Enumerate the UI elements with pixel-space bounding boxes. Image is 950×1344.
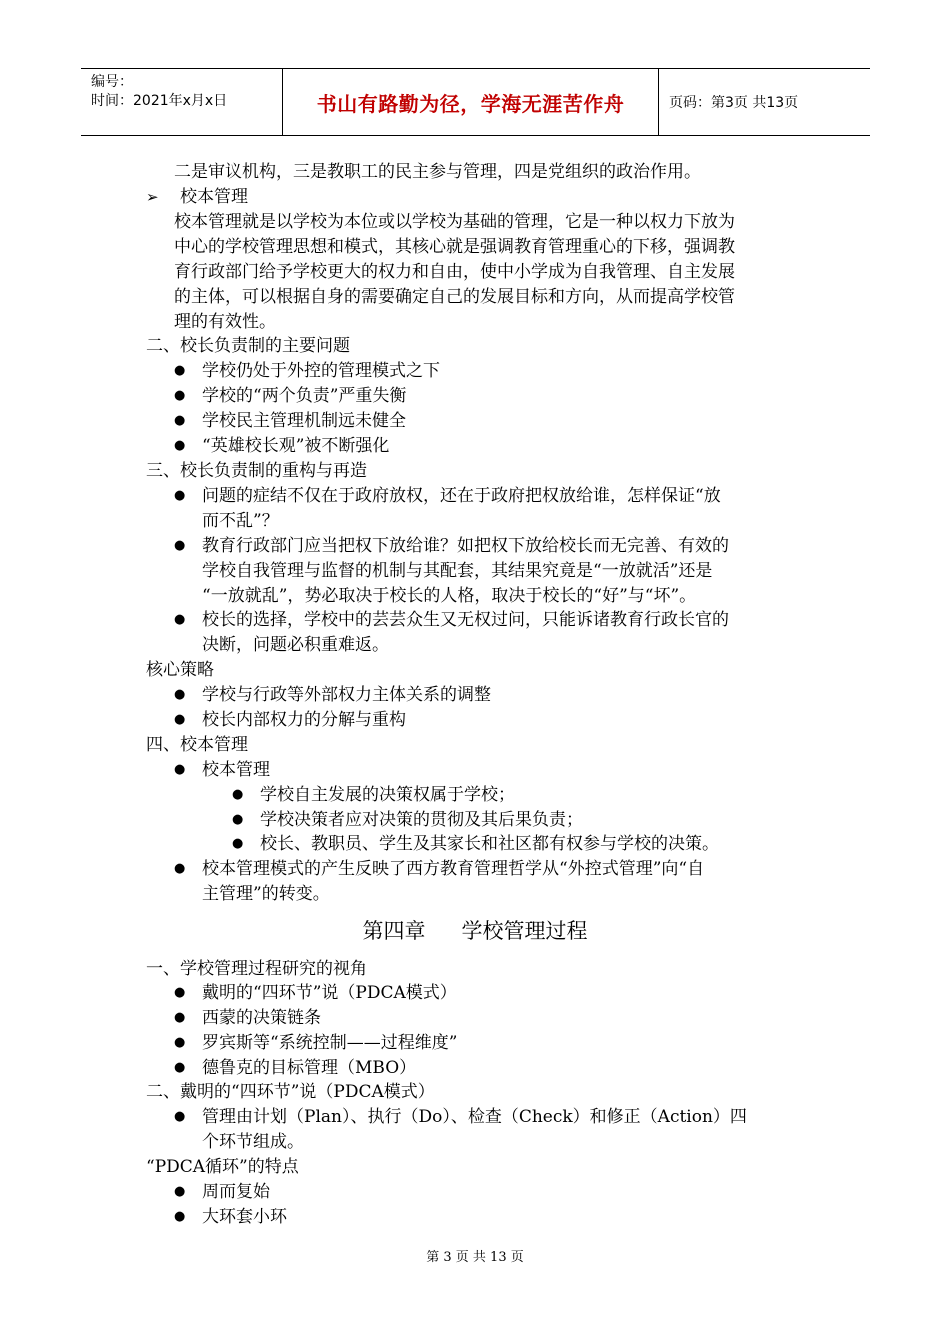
list-item-continued: 决断，问题必积重难返。: [202, 635, 389, 655]
paragraph-line: 校本管理就是以学校为本位或以学校为基础的管理，它是一种以权力下放为: [174, 212, 735, 232]
list-item: 大环套小环: [202, 1207, 287, 1227]
list-item-continued: 而不乱”？: [202, 511, 279, 531]
bullet-icon: ●: [174, 1109, 186, 1124]
bullet-icon: ●: [232, 812, 244, 827]
header-page-info: 页码：第3页 共13页: [669, 95, 799, 111]
bullet-icon: ●: [174, 712, 186, 727]
text-line: 二是审议机构，三是教职工的民主参与管理，四是党组织的政治作用。: [174, 162, 701, 182]
list-item-continued: “一放就乱”，势必取决于校长的人格，取决于校长的“好”与“坏”。: [202, 586, 697, 606]
list-item: “英雄校长观”被不断强化: [202, 436, 390, 456]
list-item: 罗宾斯等“系统控制——过程维度”: [202, 1033, 458, 1053]
list-item: 学校与行政等外部权力主体关系的调整: [202, 685, 491, 705]
list-item: 学校的“两个负责”严重失衡: [202, 386, 407, 406]
paragraph-line: 育行政部门给予学校更大的权力和自由，使中小学成为自我管理、自主发展: [174, 262, 735, 282]
chapter-heading: [0, 916, 950, 946]
bullet-icon: ●: [174, 1184, 186, 1199]
section-heading: 三、校长负责制的重构与再造: [146, 461, 367, 481]
section-heading: 一、学校管理过程研究的视角: [146, 959, 367, 979]
page-footer: 第 3 页 共 13 页: [426, 1250, 524, 1265]
list-item: 问题的症结不仅在于政府放权，还在于政府把权放给谁，怎样保证“放: [202, 486, 721, 506]
bullet-icon: ●: [174, 612, 186, 627]
header-meta: [81, 69, 283, 135]
bullet-icon: ●: [174, 861, 186, 876]
list-item: 管理由计划（Plan）、执行（Do）、检查（Check）和修正（Action）四: [202, 1107, 747, 1127]
list-item: 学校仍处于外控的管理模式之下: [202, 361, 440, 381]
bullet-icon: ●: [174, 438, 186, 453]
list-item: 学校民主管理机制远未健全: [202, 411, 406, 431]
paragraph-line: 的主体，可以根据自身的需要确定自己的发展目标和方向，从而提高学校管: [174, 287, 735, 307]
chapter-title: 学校管理过程: [461, 919, 588, 943]
list-item: 校长内部权力的分解与重构: [202, 710, 406, 730]
list-item: 教育行政部门应当把权下放给谁？如把权下放给校长而无完善、有效的: [202, 536, 729, 556]
page-header: [81, 68, 870, 136]
arrow-bullet-icon: ➢: [146, 188, 159, 206]
section-heading: 二、校长负责制的主要问题: [146, 336, 350, 356]
bullet-icon: ●: [174, 363, 186, 378]
list-item: 校本管理: [202, 760, 270, 780]
list-item: 戴明的“四环节”说（PDCA模式）: [202, 983, 457, 1003]
sub-list-item: 学校决策者应对决策的贯彻及其后果负责；: [260, 810, 583, 830]
bullet-icon: ●: [232, 836, 244, 851]
time-label: 时间：2021年x月x日: [91, 93, 228, 109]
header-motto: 书山有路勤为径，学海无涯苦作舟: [283, 69, 659, 135]
section-heading: 核心策略: [146, 660, 214, 680]
paragraph-line: 中心的学校管理思想和模式，其核心就是强调教育管理重心的下移，强调教: [174, 237, 735, 257]
chapter-number: 第四章: [362, 919, 426, 943]
list-item-continued: 学校自我管理与监督的机制与其配套，其结果究竟是“一放就活”还是: [202, 561, 713, 581]
number-label: 编号：: [91, 74, 133, 90]
list-item: 西蒙的决策链条: [202, 1008, 321, 1028]
list-item: 周而复始: [202, 1182, 270, 1202]
text-line: 校本管理: [180, 187, 248, 207]
section-heading: “PDCA循环”的特点: [146, 1157, 299, 1177]
paragraph-line: 理的有效性。: [174, 312, 276, 332]
bullet-icon: ●: [174, 1209, 186, 1224]
list-item-continued: 个环节组成。: [202, 1132, 304, 1152]
bullet-icon: ●: [174, 762, 186, 777]
bullet-icon: ●: [174, 1060, 186, 1075]
bullet-icon: ●: [174, 687, 186, 702]
bullet-icon: ●: [174, 985, 186, 1000]
bullet-icon: ●: [174, 388, 186, 403]
list-item-continued: 主管理”的转变。: [202, 884, 330, 904]
bullet-icon: ●: [174, 538, 186, 553]
bullet-icon: ●: [232, 787, 244, 802]
bullet-icon: ●: [174, 488, 186, 503]
section-heading: 二、戴明的“四环节”说（PDCA模式）: [146, 1082, 435, 1102]
bullet-icon: ●: [174, 413, 186, 428]
list-item: 德鲁克的目标管理（MBO）: [202, 1058, 417, 1078]
bullet-icon: ●: [174, 1035, 186, 1050]
list-item: 校长的选择，学校中的芸芸众生又无权过问，只能诉诸教育行政长官的: [202, 610, 729, 630]
list-item: 校本管理模式的产生反映了西方教育管理哲学从“外控式管理”向“自: [202, 859, 705, 879]
section-heading: 四、校本管理: [146, 735, 248, 755]
sub-list-item: 学校自主发展的决策权属于学校；: [260, 785, 515, 805]
bullet-icon: ●: [174, 1010, 186, 1025]
sub-list-item: 校长、教职员、学生及其家长和社区都有权参与学校的决策。: [260, 834, 719, 854]
